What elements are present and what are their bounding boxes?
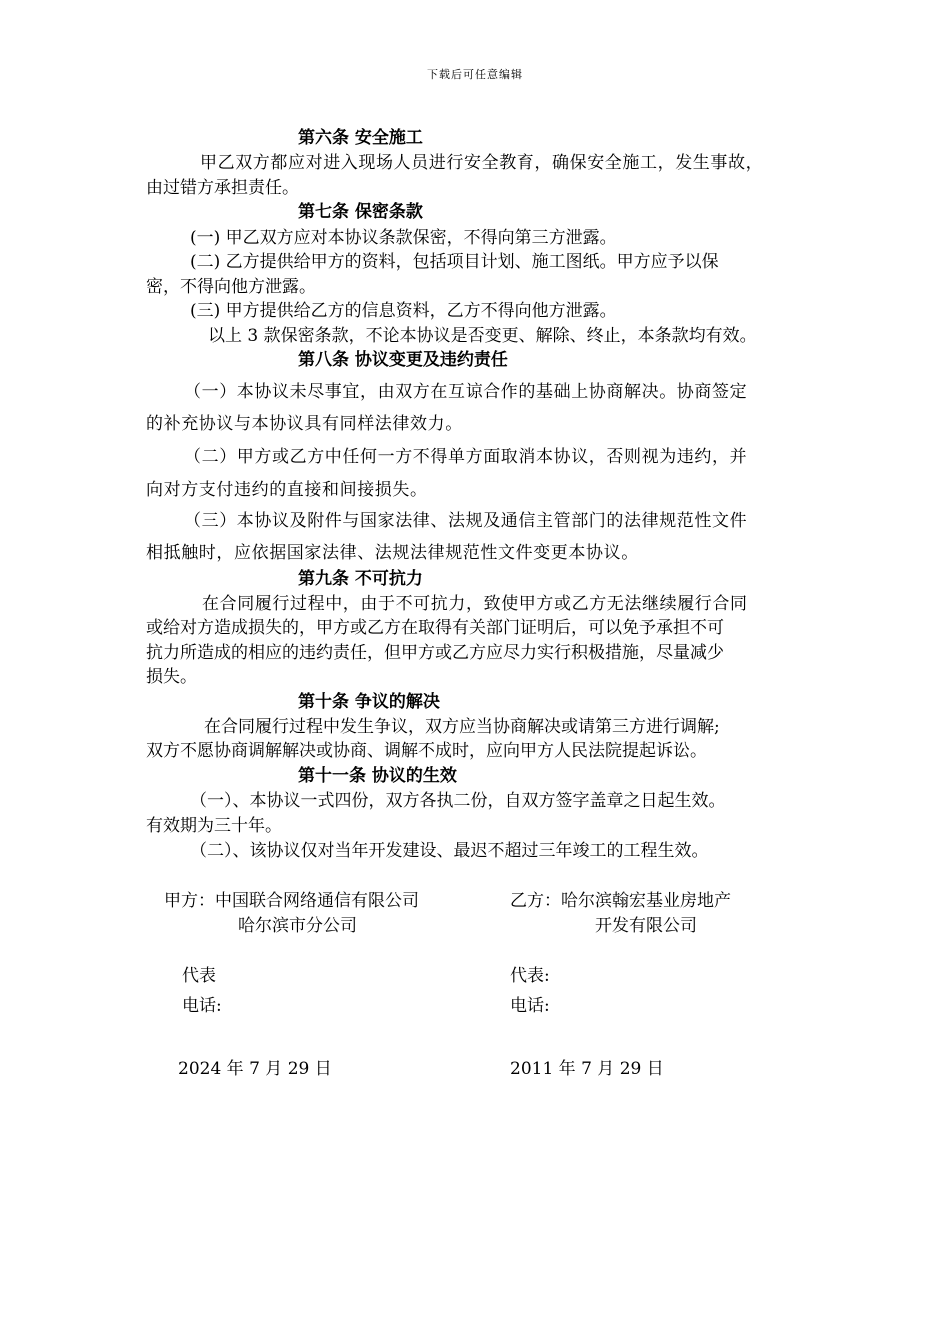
article-10-para-line2: 双方不愿协商调解解决或协商、调解不成时，应向甲方人民法院提起诉讼。: [146, 741, 707, 761]
party-b-name-line1: 乙方：哈尔滨翰宏基业房地产: [510, 891, 731, 911]
party-a-date: 2024 年 7 月 29 日: [178, 1059, 332, 1079]
article-9-para-line1: 在合同履行过程中，由于不可抗力，致使甲方或乙方无法继续履行合同: [202, 594, 748, 614]
article-10-title: 第十条 争议的解决: [298, 692, 440, 712]
article-7-clause-2-line2: 密，不得向他方泄露。: [146, 277, 316, 297]
article-9-para-line2: 或给对方造成损失的，甲方或乙方在取得有关部门证明后，可以免予承担不可: [146, 618, 724, 638]
party-a-phone: 电话:: [182, 996, 222, 1016]
party-b-phone: 电话:: [510, 996, 550, 1016]
article-7-summary: 以上 3 款保密条款，不论本协议是否变更、解除、终止，本条款均有效。: [208, 326, 757, 346]
party-b-name-line2: 开发有限公司: [595, 916, 697, 936]
article-6-para-line1: 甲乙双方都应对进入现场人员进行安全教育，确保安全施工，发生事故，: [200, 153, 764, 173]
article-8-clause-2-line1: （二）甲方或乙方中任何一方不得单方面取消本协议，否则视为违约，并: [184, 447, 748, 467]
article-6-para-line2: 由过错方承担责任。: [146, 178, 299, 198]
article-11-clause-1-line2: 有效期为三十年。: [146, 816, 282, 836]
article-9-para-line3: 抗力所造成的相应的违约责任，但甲方或乙方应尽力实行积极措施，尽量减少: [146, 643, 724, 663]
article-8-clause-1-line2: 的补充协议与本协议具有同样法律效力。: [146, 414, 463, 434]
article-9-para-line4: 损失。: [146, 667, 197, 687]
article-9-title: 第九条 不可抗力: [298, 569, 423, 589]
party-a-name-line2: 哈尔滨市分公司: [238, 916, 357, 936]
party-b-date: 2011 年 7 月 29 日: [510, 1059, 664, 1079]
article-8-clause-1-line1: （一）本协议未尽事宜，由双方在互谅合作的基础上协商解决。协商签定: [184, 382, 748, 402]
article-10-para-line1: 在合同履行过程中发生争议，双方应当协商解决或请第三方进行调解;: [204, 717, 720, 737]
article-8-clause-2-line2: 向对方支付违约的直接和间接损失。: [146, 480, 428, 500]
article-11-clause-2: （二）、该协议仅对当年开发建设、最迟不超过三年竣工的工程生效。: [190, 841, 709, 861]
article-8-title: 第八条 协议变更及违约责任: [298, 350, 508, 370]
article-6-title: 第六条 安全施工: [298, 128, 423, 148]
article-7-title: 第七条 保密条款: [298, 202, 423, 222]
article-11-clause-1-line1: （一）、本协议一式四份，双方各执二份，自双方签字盖章之日起生效。: [190, 791, 726, 811]
article-8-clause-3-line1: （三）本协议及附件与国家法律、法规及通信主管部门的法律规范性文件: [184, 511, 748, 531]
party-a-representative: 代表: [182, 966, 216, 986]
article-7-clause-1: (一) 甲乙双方应对本协议条款保密，不得向第三方泄露。: [190, 228, 617, 248]
article-8-clause-3-line2: 相抵触时，应依据国家法律、法规法律规范性文件变更本协议。: [146, 543, 639, 563]
page-header: 下载后可任意编辑: [427, 68, 523, 81]
article-7-clause-3: (三) 甲方提供给乙方的信息资料，乙方不得向他方泄露。: [190, 301, 617, 321]
article-11-title: 第十一条 协议的生效: [298, 766, 457, 786]
party-b-representative: 代表:: [510, 966, 550, 986]
article-7-clause-2-line1: (二) 乙方提供给甲方的资料，包括项目计划、施工图纸。甲方应予以保: [190, 252, 719, 272]
party-a-name-line1: 甲方：中国联合网络通信有限公司: [164, 891, 419, 911]
